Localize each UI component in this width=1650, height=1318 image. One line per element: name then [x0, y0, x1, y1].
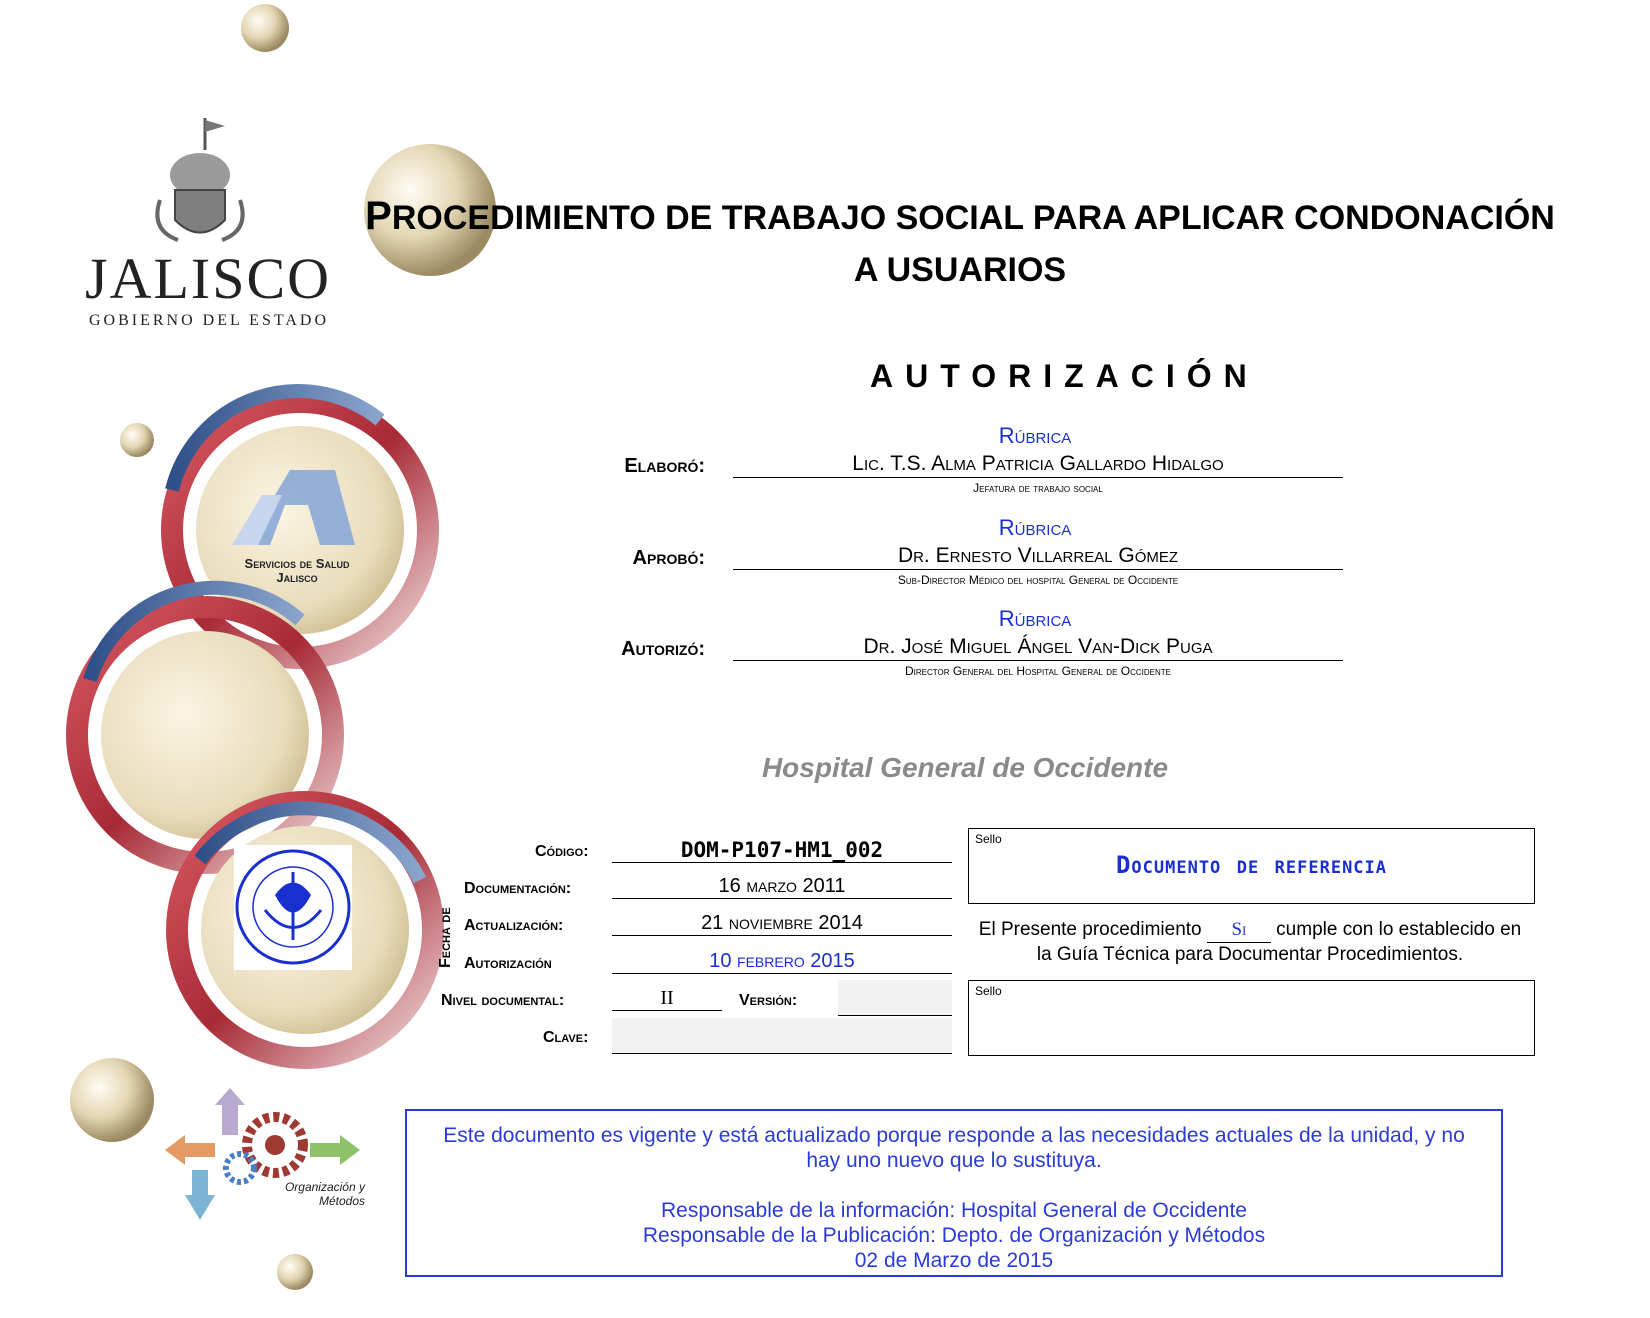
- version-value: [838, 980, 952, 1016]
- om-logo-text: [255, 1180, 365, 1208]
- autorizacion-label: Autorización: [464, 955, 552, 972]
- clave-value: [612, 1018, 952, 1054]
- publication-date: 02 de Marzo de 2015: [854, 1249, 1054, 1272]
- codigo-value: DOM-P107-HM1_002: [612, 838, 952, 863]
- actualizacion-value: 21 noviembre 2014: [612, 912, 952, 936]
- sphere-top: [241, 4, 289, 52]
- documentacion-label: Documentación:: [464, 880, 572, 897]
- sphere-small-left: [120, 423, 154, 457]
- codigo-label: Código:: [535, 843, 589, 860]
- version-label: Versión:: [739, 992, 798, 1009]
- sello-box-top: [968, 828, 1535, 904]
- ssj-line2: Jalisco: [276, 570, 318, 585]
- sello-label: Sello: [975, 984, 1002, 998]
- title-line1: PROCEDIMIENTO DE TRABAJO SOCIAL PARA APLICAR CONDONACIÓN: [365, 194, 1555, 238]
- jalisco-coat-of-arms: [157, 118, 242, 240]
- signature-label-elaboro: Elaboró:: [624, 455, 705, 477]
- responsable-informacion: Responsable de la información: Hospital General de Occidente: [660, 1199, 1247, 1222]
- hospital-seal: [234, 845, 352, 970]
- om-line1: Organización y: [284, 1180, 365, 1194]
- fecha-de-label: Fecha de: [437, 907, 454, 968]
- document-title: [360, 190, 1560, 296]
- sello-label: Sello: [975, 832, 1002, 846]
- statement-si: Si: [1207, 918, 1271, 943]
- signature-name: Lic. T.S. Alma Patricia Gallardo Hidalgo: [733, 452, 1343, 478]
- signature-position: Jefatura de trabajo social: [973, 481, 1103, 495]
- statement-post: cumple con lo establecido en la Guía Técnica para Documentar Procedimientos.: [1036, 919, 1522, 965]
- sphere-bottom-left: [70, 1058, 154, 1142]
- jalisco-logo-subtitle: GOBIERNO DEL ESTADO: [89, 312, 329, 329]
- signature-position: Sub-Director Médico del hospital General de Occidente: [897, 573, 1179, 587]
- hospital-name: Hospital General de Occidente: [761, 752, 1169, 783]
- signature-label-aprobo: Aprobó:: [632, 547, 705, 569]
- sello-box-bottom: [968, 980, 1535, 1056]
- signature-label-autorizo: Autorizó:: [621, 638, 705, 660]
- documento-referencia: Documento de referencia: [1115, 851, 1388, 879]
- signature-name: Dr. Ernesto Villarreal Gómez: [733, 544, 1343, 570]
- documentacion-value: 16 marzo 2011: [612, 875, 952, 899]
- title-line2: A USUARIOS: [853, 251, 1067, 289]
- authorization-heading: AUTORIZACIÓN: [870, 358, 1259, 394]
- om-line2: Métodos: [318, 1194, 365, 1208]
- validity-info-box: [405, 1109, 1503, 1277]
- signature-position: Director General del Hospital General de Occidente: [905, 664, 1171, 678]
- compliance-statement: [970, 918, 1530, 967]
- nivel-documental-label: Nivel documental:: [441, 992, 565, 1009]
- nivel-documental-value: II: [612, 987, 722, 1011]
- signature-name: Dr. José Miguel Ángel Van-Dick Puga: [733, 635, 1343, 661]
- actualizacion-label: Actualización:: [464, 917, 564, 934]
- jalisco-logo-name: JALISCO: [85, 246, 332, 311]
- signature-rubrica: Rúbrica: [998, 423, 1072, 448]
- signature-rubrica: Rúbrica: [998, 606, 1072, 631]
- autorizacion-value: 10 febrero 2015: [612, 950, 952, 974]
- responsable-publicacion: Responsable de la Publicación: Depto. de Organización y Métodos: [642, 1224, 1266, 1247]
- ssj-line1: Servicios de Salud: [244, 556, 350, 571]
- signature-rubrica: Rúbrica: [998, 515, 1072, 540]
- clave-label: Clave:: [543, 1029, 589, 1046]
- ssj-logo-text: [212, 557, 382, 585]
- statement-pre: El Presente procedimiento: [978, 919, 1202, 940]
- validity-statement: Este documento es vigente y está actualizado porque responde a las necesidades actuales de la unidad, y no hay uno nuevo que lo sustituya.: [443, 1124, 1465, 1172]
- sphere-bottom: [277, 1254, 313, 1290]
